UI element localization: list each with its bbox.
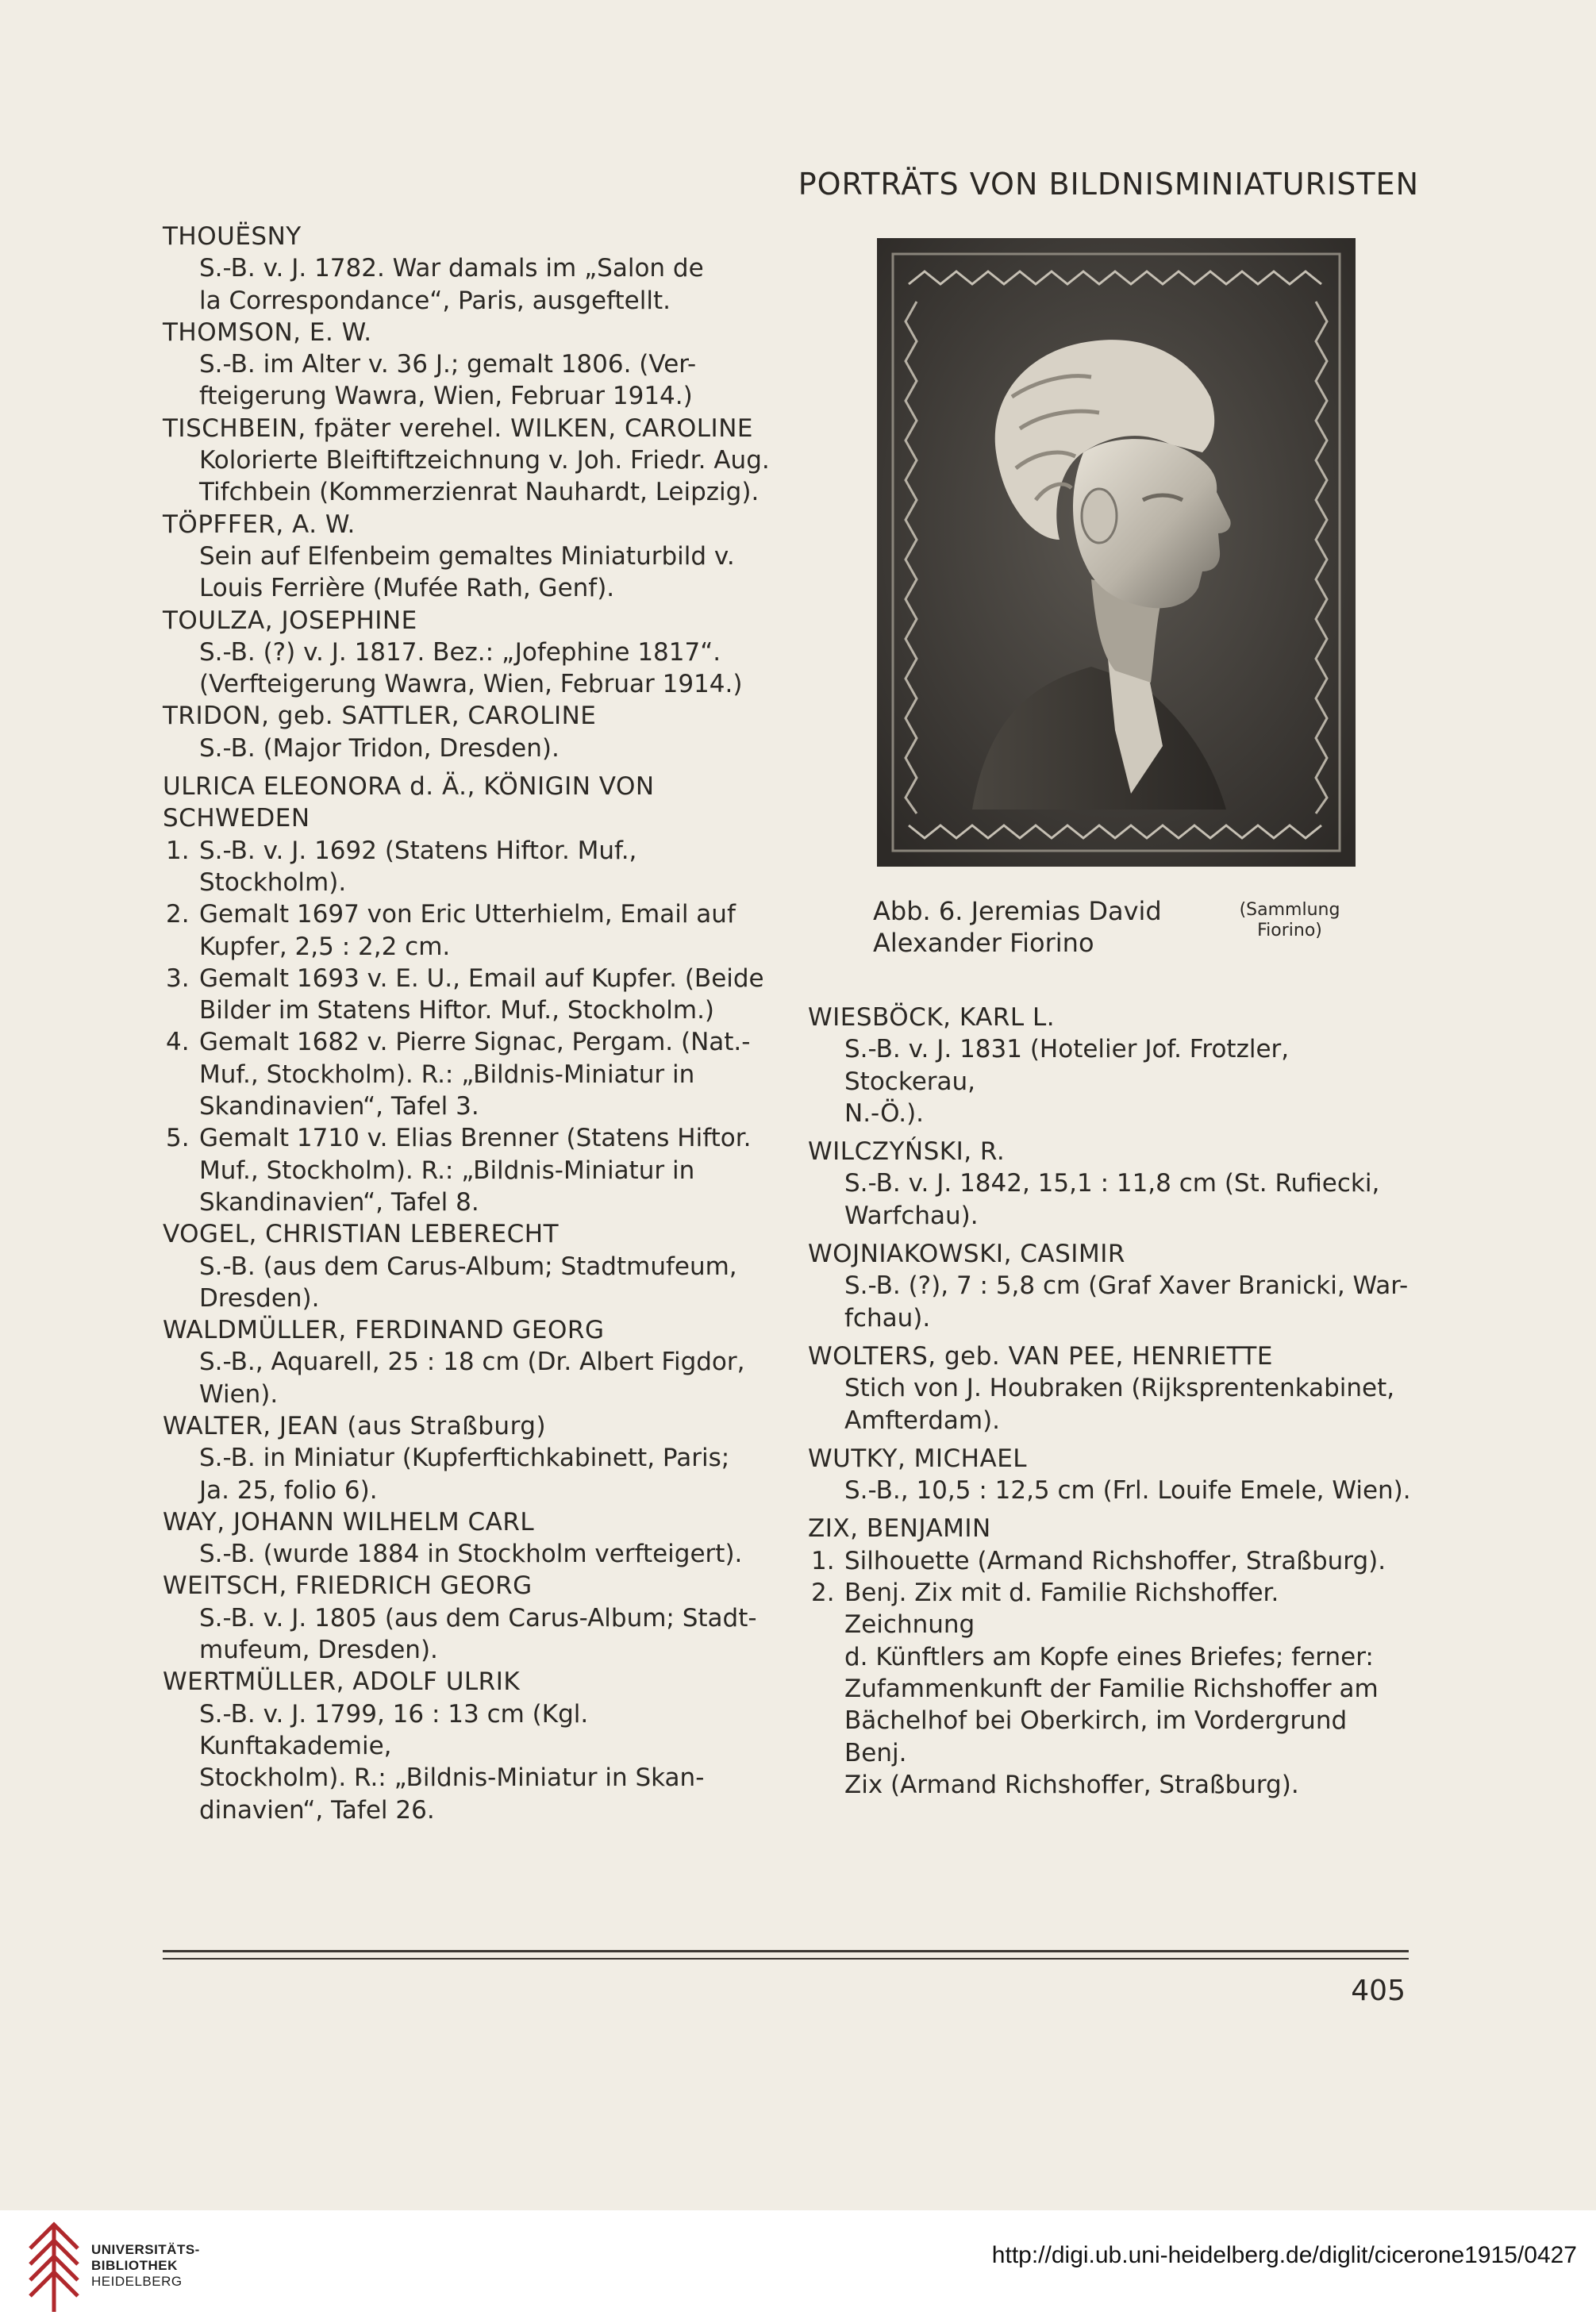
entry-text: fteigerung Wawra, Wien, Februar 1914.): [199, 382, 693, 411]
left-column: [163, 221, 778, 1826]
entry-name: WEITSCH, FRIEDRICH GEORG: [163, 1571, 533, 1601]
entry-name: WALDMÜLLER, FERDINAND GEORG: [163, 1316, 605, 1345]
list-text: Skandinavien“, Tafel 3.: [199, 1092, 479, 1121]
entry-name: WIESBÖCK, KARL L.: [808, 1003, 1056, 1032]
entry-text: Sein auf Elfenbeim gemaltes Miniaturbild v.: [199, 541, 735, 571]
entry-weitsch: [163, 1570, 778, 1666]
list-text: Kupfer, 2,5 : 2,2 cm.: [199, 932, 451, 961]
list-number: 1.: [166, 836, 190, 865]
list-item: [808, 1545, 1413, 1577]
list-text: Gemalt 1710 v. Elias Brenner (Statens Hiftor.: [199, 1124, 752, 1153]
entry-text: S.-B. (wurde 1884 in Stockholm verfteigert).: [199, 1540, 743, 1569]
entry-text: Tifchbein (Kommerzienrat Nauhardt, Leipzig).: [199, 478, 760, 507]
list-text: S.-B. v. J. 1692 (Statens Hiftor. Muf., Stockholm).: [199, 836, 637, 897]
list-text: Muf., Stockholm). R.: „Bildnis-Miniatur in: [199, 1156, 695, 1185]
entry-name: THOMSON, E. W.: [163, 317, 372, 347]
entry-name: WALTER, JEAN (aus Straßburg): [163, 1411, 547, 1440]
library-footer: [0, 2210, 1596, 2323]
list-text: Bächelhof bei Oberkirch, im Vordergrund Benj.: [844, 1706, 1348, 1767]
entry-text: la Correspondance“, Paris, ausgeftellt.: [199, 286, 671, 315]
entry-zix: [808, 1513, 1413, 1801]
list-text: Skandinavien“, Tafel 8.: [199, 1187, 479, 1217]
entry-wertmuller: [163, 1666, 778, 1825]
entry-thomson: [163, 317, 778, 413]
portrait-relief-photo: [877, 238, 1356, 867]
entry-text: fchau).: [844, 1303, 931, 1333]
right-column: [808, 1002, 1413, 1801]
entry-name: WERTMÜLLER, ADOLF ULRIK: [163, 1667, 521, 1697]
list-text: Zix (Armand Richshoffer, Straßburg).: [844, 1770, 1299, 1799]
entry-name: TISCHBEIN, fpäter verehel. WILKEN, CAROLINE: [163, 413, 753, 443]
entry-text: S.-B. v. J. 1805 (aus dem Carus-Album; Stadt-: [199, 1603, 757, 1633]
list-text: Gemalt 1682 v. Pierre Signac, Pergam. (Nat.-: [199, 1028, 751, 1057]
entry-text: S.-B. in Miniatur (Kupferftichkabinett, Paris;: [199, 1444, 730, 1473]
list-text: Gemalt 1693 v. E. U., Email auf Kupfer. (Beide: [199, 963, 764, 993]
entry-text: Louis Ferrière (Mufée Rath, Genf).: [199, 574, 615, 603]
entry-text: Warfchau).: [844, 1201, 979, 1230]
entry-text: N.-Ö.).: [844, 1098, 925, 1128]
entry-name: THOUËSNY: [163, 222, 302, 251]
entry-vogel: [163, 1218, 778, 1314]
entry-text: Wien).: [199, 1379, 279, 1409]
entry-text: S.-B. (Major Tridon, Dresden).: [199, 733, 560, 763]
caption-subtitle: Alexander Fiorino: [873, 928, 1094, 958]
list-item: [163, 835, 778, 899]
list-item: [163, 963, 778, 1027]
entry-walter: [163, 1410, 778, 1506]
portrait-relief-image: [877, 238, 1356, 867]
entry-text: S.-B. v. J. 1782. War damals im „Salon de: [199, 254, 704, 283]
entry-text: Amfterdam).: [844, 1406, 1001, 1435]
entry-wutky: [808, 1443, 1413, 1507]
entry-text: S.-B. v. J. 1831 (Hotelier Jof. Frotzler, Stockerau,: [844, 1035, 1290, 1096]
list-item: [163, 898, 778, 963]
list-number: 2.: [811, 1579, 835, 1608]
entry-text: S.-B. (?), 7 : 5,8 cm (Graf Xaver Branicki, War-: [844, 1271, 1409, 1301]
caption-credit-line: Fiorino): [1257, 921, 1322, 940]
entry-name: ULRICA ELEONORA d. Ä., KÖNIGIN VON: [163, 772, 655, 802]
list-number: 3.: [166, 963, 190, 993]
list-number: 5.: [166, 1124, 190, 1153]
entry-name: WOJNIAKOWSKI, CASIMIR: [808, 1240, 1125, 1269]
entry-text: S.-B. v. J. 1799, 16 : 13 cm (Kgl. Kunftakademie,: [199, 1699, 589, 1760]
source-url-link[interactable]: http://digi.ub.uni-heidelberg.de/diglit/cicerone1915/0427: [991, 2242, 1577, 2268]
university-library-logo-icon: [22, 2217, 86, 2316]
entry-text: Stich von J. Houbraken (Rijksprentenkabinet,: [844, 1374, 1395, 1403]
list-item: [163, 1122, 778, 1218]
entry-text: S.-B. im Alter v. 36 J.; gemalt 1806. (Ver-: [199, 350, 697, 379]
entry-tischbein: [163, 413, 778, 509]
entry-name: WUTKY, MICHAEL: [808, 1444, 1028, 1473]
library-logo-text: [91, 2242, 200, 2290]
caption-title: Abb. 6. Jeremias David: [873, 896, 1162, 926]
entry-text: (Verfteigerung Wawra, Wien, Februar 1914.): [199, 670, 743, 699]
entry-text: S.-B. (?) v. J. 1817. Bez.: „Jofephine 1817“.: [199, 637, 721, 667]
entry-tridon: [163, 700, 778, 764]
list-item: [808, 1577, 1413, 1801]
page-number: 405: [1351, 1975, 1406, 2007]
figure-caption: [873, 895, 1357, 959]
logo-line: HEIDELBERG: [91, 2274, 183, 2289]
entry-text: Stockholm). R.: „Bildnis-Miniatur in Skan-: [199, 1763, 705, 1793]
footer-rule: [163, 1950, 1409, 1952]
entry-name: VOGEL, CHRISTIAN LEBERECHT: [163, 1220, 560, 1249]
entry-text: Ja. 25, folio 6).: [199, 1475, 378, 1505]
entry-text: S.-B., Aquarell, 25 : 18 cm (Dr. Albert Figdor,: [199, 1348, 745, 1377]
entry-topffer: [163, 509, 778, 605]
entry-wiesbock: [808, 1002, 1413, 1129]
list-text: Silhouette (Armand Richshoffer, Straßburg).: [844, 1546, 1386, 1575]
entry-text: dinavien“, Tafel 26.: [199, 1795, 435, 1825]
entry-name: TOULZA, JOSEPHINE: [163, 606, 417, 635]
list-text: Bilder im Statens Hiftor. Muf., Stockholm.): [199, 996, 715, 1025]
list-text: Gemalt 1697 von Eric Utterhielm, Email auf: [199, 900, 736, 929]
list-text: Zufammenkunft der Familie Richshoffer am: [844, 1674, 1379, 1703]
entry-text: mufeum, Dresden).: [199, 1636, 438, 1665]
entry-wolters: [808, 1340, 1413, 1436]
entry-text: Dresden).: [199, 1283, 320, 1313]
entry-name: TÖPFFER, A. W.: [163, 510, 356, 539]
entry-ulrica: [163, 771, 778, 1218]
entry-text: S.-B. v. J. 1842, 15,1 : 11,8 cm (St. Rufiecki,: [844, 1169, 1380, 1198]
entry-wilczynski: [808, 1136, 1413, 1232]
entry-toulza: [163, 605, 778, 701]
entry-name: WAY, JOHANN WILHELM CARL: [163, 1507, 535, 1536]
entry-waldmuller: [163, 1314, 778, 1410]
entry-name: WILCZYŃSKI, R.: [808, 1137, 1006, 1167]
entry-name: WOLTERS, geb. VAN PEE, HENRIETTE: [808, 1341, 1273, 1371]
entry-wojniakowski: [808, 1238, 1413, 1334]
footer-rule: [163, 1958, 1409, 1960]
list-text: d. Künftlers am Kopfe eines Briefes; ferner:: [844, 1642, 1374, 1671]
entry-thouesny: [163, 221, 778, 317]
logo-line: BIBLIOTHEK: [91, 2258, 178, 2273]
caption-credit: [1222, 900, 1357, 941]
logo-line: UNIVERSITÄTS-: [91, 2242, 200, 2257]
entry-text: S.-B., 10,5 : 12,5 cm (Frl. Louife Emele, Wien).: [844, 1476, 1411, 1506]
entry-name: ZIX, BENJAMIN: [808, 1514, 991, 1544]
list-text: Muf., Stockholm). R.: „Bildnis-Miniatur in: [199, 1060, 695, 1089]
entry-way: [163, 1506, 778, 1571]
entry-name: SCHWEDEN: [163, 804, 310, 833]
entry-text: Kolorierte Bleiftiftzeichnung v. Joh. Friedr. Aug.: [199, 446, 770, 475]
list-number: 2.: [166, 900, 190, 929]
entry-text: S.-B. (aus dem Carus-Album; Stadtmufeum,: [199, 1252, 737, 1281]
list-item: [163, 1026, 778, 1122]
list-number: 1.: [811, 1546, 835, 1575]
caption-credit-line: (Sammlung: [1239, 900, 1340, 920]
list-text: Benj. Zix mit d. Familie Richshoffer. Zeichnung: [844, 1579, 1279, 1640]
running-header: PORTRÄTS VON BILDNISMINIATURISTEN: [798, 167, 1419, 202]
entry-name: TRIDON, geb. SATTLER, CAROLINE: [163, 702, 597, 731]
list-number: 4.: [166, 1028, 190, 1057]
